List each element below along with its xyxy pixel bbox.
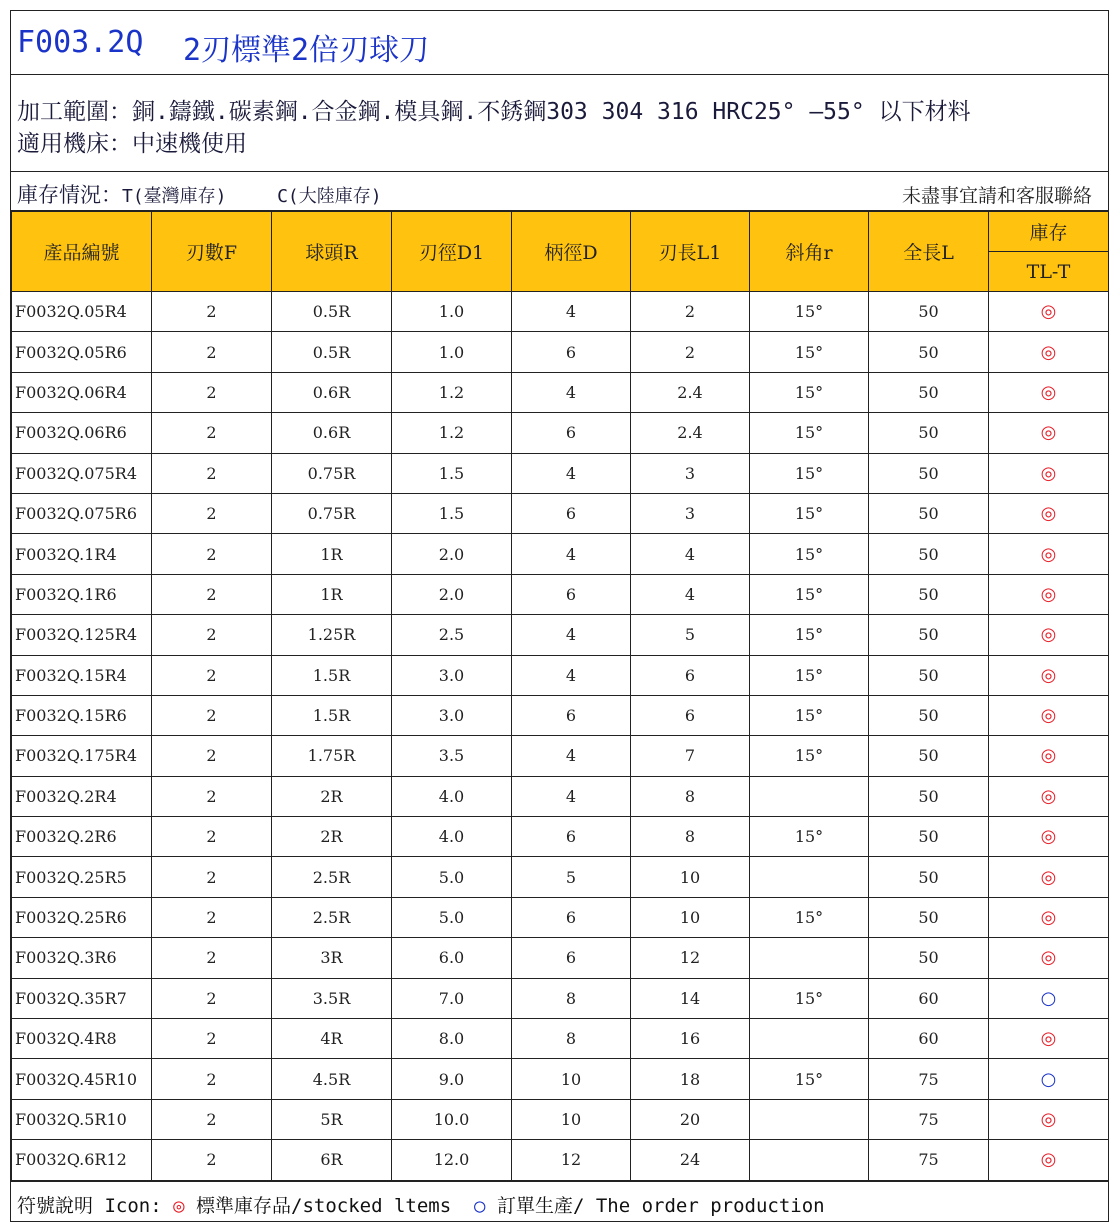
cell-cutting-diameter: 8.0	[392, 1019, 512, 1059]
cell-overall-length: 50	[869, 332, 989, 372]
cell-ball-radius: 2R	[272, 817, 392, 857]
cell-ball-radius: 1.5R	[272, 695, 392, 735]
cell-shank-diameter: 4	[512, 776, 631, 816]
cell-cutting-diameter: 6.0	[392, 938, 512, 978]
cell-shank-diameter: 5	[512, 857, 631, 897]
cell-flutes: 2	[152, 776, 272, 816]
cell-taper-angle: 15°	[750, 655, 869, 695]
contact-note: 未盡事宜請和客服聯絡	[901, 185, 1092, 207]
cell-ball-radius: 4.5R	[272, 1059, 392, 1099]
cell-product-code: F0032Q.1R6	[12, 574, 152, 614]
cell-flutes: 2	[152, 817, 272, 857]
table-row	[12, 857, 1109, 897]
cell-cutting-diameter: 3.5	[392, 736, 512, 776]
cell-ball-radius: 3R	[272, 938, 392, 978]
cell-cutting-diameter: 3.0	[392, 695, 512, 735]
cell-taper-angle: 15°	[750, 292, 869, 332]
cell-ball-radius: 1.5R	[272, 655, 392, 695]
cell-taper-angle	[750, 938, 869, 978]
cell-shank-diameter: 4	[512, 736, 631, 776]
cell-cutting-diameter: 2.0	[392, 534, 512, 574]
stock-status-taiwan: T(臺灣庫存)	[122, 186, 227, 207]
cell-flutes: 2	[152, 534, 272, 574]
cell-flute-length: 3	[631, 493, 750, 533]
cell-flutes: 2	[152, 574, 272, 614]
cell-ball-radius: 0.75R	[272, 453, 392, 493]
cell-flute-length: 10	[631, 857, 750, 897]
table-row	[12, 534, 1109, 574]
legend-stocked-text: 標準庫存品/stocked ltems	[196, 1195, 452, 1217]
cell-flute-length: 20	[631, 1099, 750, 1139]
cell-flute-length: 18	[631, 1059, 750, 1099]
cell-overall-length: 60	[869, 1019, 989, 1059]
cell-overall-length: 75	[869, 1140, 989, 1180]
table-row	[12, 1140, 1109, 1180]
stocked-item-icon: ◎	[989, 736, 1109, 776]
cell-product-code: F0032Q.25R6	[12, 897, 152, 937]
cell-flute-length: 12	[631, 938, 750, 978]
stocked-item-icon: ◎	[989, 413, 1109, 453]
cell-shank-diameter: 6	[512, 938, 631, 978]
cell-shank-diameter: 6	[512, 574, 631, 614]
cell-ball-radius: 2.5R	[272, 897, 392, 937]
cell-ball-radius: 0.75R	[272, 493, 392, 533]
cell-taper-angle: 15°	[750, 817, 869, 857]
cell-shank-diameter: 8	[512, 1019, 631, 1059]
cell-ball-radius: 6R	[272, 1140, 392, 1180]
cell-flutes: 2	[152, 615, 272, 655]
header-taper-angle: 斜角r	[750, 212, 869, 292]
table-header-row	[12, 212, 1109, 252]
cell-flute-length: 4	[631, 574, 750, 614]
cell-overall-length: 50	[869, 292, 989, 332]
cell-flutes: 2	[152, 695, 272, 735]
cell-taper-angle: 15°	[750, 574, 869, 614]
cell-ball-radius: 1.25R	[272, 615, 392, 655]
cell-flute-length: 2	[631, 332, 750, 372]
cell-taper-angle: 15°	[750, 332, 869, 372]
cell-shank-diameter: 6	[512, 493, 631, 533]
cell-product-code: F0032Q.05R4	[12, 292, 152, 332]
cell-ball-radius: 5R	[272, 1099, 392, 1139]
cell-shank-diameter: 4	[512, 372, 631, 412]
cell-overall-length: 50	[869, 776, 989, 816]
table-row	[12, 978, 1109, 1018]
cell-flute-length: 2	[631, 292, 750, 332]
cell-flute-length: 8	[631, 776, 750, 816]
cell-flute-length: 5	[631, 615, 750, 655]
product-series-name: 2刃標準2倍刃球刀	[183, 33, 430, 68]
table-body	[12, 292, 1109, 1181]
cell-flute-length: 14	[631, 978, 750, 1018]
cell-ball-radius: 0.6R	[272, 413, 392, 453]
cell-ball-radius: 0.6R	[272, 372, 392, 412]
cell-shank-diameter: 6	[512, 695, 631, 735]
cell-cutting-diameter: 3.0	[392, 655, 512, 695]
table-row	[12, 736, 1109, 776]
cell-overall-length: 50	[869, 817, 989, 857]
spec-table	[11, 211, 1109, 1181]
table-row	[12, 655, 1109, 695]
cell-flutes: 2	[152, 857, 272, 897]
cell-taper-angle	[750, 857, 869, 897]
stocked-item-icon: ◎	[989, 453, 1109, 493]
cell-flutes: 2	[152, 1140, 272, 1180]
cell-shank-diameter: 10	[512, 1099, 631, 1139]
cell-product-code: F0032Q.05R6	[12, 332, 152, 372]
cell-overall-length: 50	[869, 736, 989, 776]
cell-product-code: F0032Q.06R4	[12, 372, 152, 412]
cell-flutes: 2	[152, 1019, 272, 1059]
cell-cutting-diameter: 1.0	[392, 332, 512, 372]
cell-shank-diameter: 6	[512, 817, 631, 857]
stocked-item-icon: ◎	[989, 493, 1109, 533]
order-production-icon: ○	[989, 978, 1109, 1018]
cell-flutes: 2	[152, 978, 272, 1018]
cell-product-code: F0032Q.5R10	[12, 1099, 152, 1139]
table-row	[12, 776, 1109, 816]
cell-shank-diameter: 8	[512, 978, 631, 1018]
cell-cutting-diameter: 1.5	[392, 453, 512, 493]
cell-product-code: F0032Q.4R8	[12, 1019, 152, 1059]
stocked-item-icon: ◎	[989, 695, 1109, 735]
cell-cutting-diameter: 1.5	[392, 493, 512, 533]
cell-flutes: 2	[152, 897, 272, 937]
cell-cutting-diameter: 4.0	[392, 776, 512, 816]
cell-product-code: F0032Q.2R6	[12, 817, 152, 857]
title-band	[11, 11, 1108, 75]
product-series-code: F003.2Q	[17, 25, 144, 60]
cell-taper-angle: 15°	[750, 736, 869, 776]
cell-product-code: F0032Q.3R6	[12, 938, 152, 978]
cell-flutes: 2	[152, 493, 272, 533]
cell-shank-diameter: 12	[512, 1140, 631, 1180]
cell-overall-length: 50	[869, 897, 989, 937]
cell-product-code: F0032Q.35R7	[12, 978, 152, 1018]
stocked-item-icon: ◎	[989, 817, 1109, 857]
cell-flute-length: 3	[631, 453, 750, 493]
cell-shank-diameter: 4	[512, 534, 631, 574]
cell-flutes: 2	[152, 292, 272, 332]
table-row	[12, 493, 1109, 533]
stocked-item-icon: ◎	[989, 1019, 1109, 1059]
table-row	[12, 574, 1109, 614]
cell-taper-angle: 15°	[750, 695, 869, 735]
cell-product-code: F0032Q.2R4	[12, 776, 152, 816]
stocked-item-icon: ◎	[989, 615, 1109, 655]
table-row	[12, 292, 1109, 332]
cell-taper-angle: 15°	[750, 1059, 869, 1099]
cell-cutting-diameter: 1.2	[392, 413, 512, 453]
header-flute-length: 刃長L1	[631, 212, 750, 292]
cell-product-code: F0032Q.45R10	[12, 1059, 152, 1099]
cell-shank-diameter: 4	[512, 655, 631, 695]
header-flutes: 刃數F	[152, 212, 272, 292]
stocked-item-icon: ◎	[989, 372, 1109, 412]
cell-product-code: F0032Q.125R4	[12, 615, 152, 655]
cell-cutting-diameter: 5.0	[392, 857, 512, 897]
cell-flutes: 2	[152, 453, 272, 493]
cell-product-code: F0032Q.25R5	[12, 857, 152, 897]
applicable-machine: 適用機床：中速機使用	[17, 131, 247, 157]
cell-taper-angle	[750, 1140, 869, 1180]
header-cutting-diameter: 刃徑D1	[392, 212, 512, 292]
cell-shank-diameter: 4	[512, 615, 631, 655]
cell-taper-angle: 15°	[750, 372, 869, 412]
header-ball-radius: 球頭R	[272, 212, 392, 292]
header-stock: 庫存	[989, 212, 1109, 252]
cell-shank-diameter: 10	[512, 1059, 631, 1099]
stocked-item-icon: ◎	[989, 655, 1109, 695]
cell-taper-angle: 15°	[750, 534, 869, 574]
stocked-item-icon: ◎	[989, 776, 1109, 816]
cell-cutting-diameter: 10.0	[392, 1099, 512, 1139]
cell-shank-diameter: 6	[512, 897, 631, 937]
cell-overall-length: 75	[869, 1059, 989, 1099]
cell-product-code: F0032Q.075R4	[12, 453, 152, 493]
cell-taper-angle	[750, 1099, 869, 1139]
table-row	[12, 332, 1109, 372]
table-row	[12, 938, 1109, 978]
cell-cutting-diameter: 9.0	[392, 1059, 512, 1099]
cell-flutes: 2	[152, 372, 272, 412]
table-row	[12, 1019, 1109, 1059]
stocked-symbol-icon: ◎	[173, 1195, 185, 1217]
cell-shank-diameter: 4	[512, 453, 631, 493]
table-row	[12, 453, 1109, 493]
cell-flute-length: 24	[631, 1140, 750, 1180]
cell-overall-length: 50	[869, 857, 989, 897]
cell-overall-length: 50	[869, 493, 989, 533]
table-row	[12, 897, 1109, 937]
cell-product-code: F0032Q.175R4	[12, 736, 152, 776]
cell-overall-length: 50	[869, 372, 989, 412]
order-symbol-icon: ○	[474, 1195, 486, 1217]
legend-order-text: 訂單生產/ The order production	[496, 1195, 825, 1217]
header-product-code: 產品編號	[12, 212, 152, 292]
cell-overall-length: 50	[869, 938, 989, 978]
cell-flutes: 2	[152, 1099, 272, 1139]
symbol-legend	[17, 1191, 825, 1218]
cell-flute-length: 10	[631, 897, 750, 937]
cell-overall-length: 50	[869, 615, 989, 655]
cell-ball-radius: 1R	[272, 534, 392, 574]
cell-cutting-diameter: 2.5	[392, 615, 512, 655]
cell-taper-angle	[750, 776, 869, 816]
cell-flute-length: 16	[631, 1019, 750, 1059]
cell-taper-angle: 15°	[750, 615, 869, 655]
cell-cutting-diameter: 1.0	[392, 292, 512, 332]
application-info	[11, 75, 1108, 172]
cell-ball-radius: 1R	[272, 574, 392, 614]
legend-band	[11, 1181, 1108, 1221]
table-row	[12, 695, 1109, 735]
header-shank-diameter: 柄徑D	[512, 212, 631, 292]
table-row	[12, 1059, 1109, 1099]
table-row	[12, 1099, 1109, 1139]
cell-flutes: 2	[152, 413, 272, 453]
stock-status-label: 庫存情況：	[17, 183, 122, 207]
stocked-item-icon: ◎	[989, 857, 1109, 897]
header-overall-length: 全長L	[869, 212, 989, 292]
cell-ball-radius: 3.5R	[272, 978, 392, 1018]
cell-ball-radius: 1.75R	[272, 736, 392, 776]
cell-taper-angle: 15°	[750, 493, 869, 533]
cell-overall-length: 50	[869, 655, 989, 695]
table-row	[12, 372, 1109, 412]
cell-cutting-diameter: 1.2	[392, 372, 512, 412]
cell-ball-radius: 0.5R	[272, 292, 392, 332]
table-row	[12, 413, 1109, 453]
cell-product-code: F0032Q.075R6	[12, 493, 152, 533]
cell-cutting-diameter: 12.0	[392, 1140, 512, 1180]
cell-overall-length: 50	[869, 695, 989, 735]
cell-flutes: 2	[152, 938, 272, 978]
stocked-item-icon: ◎	[989, 534, 1109, 574]
cell-shank-diameter: 6	[512, 413, 631, 453]
cell-cutting-diameter: 5.0	[392, 897, 512, 937]
stocked-item-icon: ◎	[989, 897, 1109, 937]
cell-overall-length: 75	[869, 1099, 989, 1139]
cell-product-code: F0032Q.15R6	[12, 695, 152, 735]
table-row	[12, 615, 1109, 655]
cell-flute-length: 8	[631, 817, 750, 857]
cell-overall-length: 50	[869, 534, 989, 574]
stock-status-mainland: C(大陸庫存)	[277, 186, 382, 207]
cell-flute-length: 7	[631, 736, 750, 776]
cell-flutes: 2	[152, 736, 272, 776]
cell-flutes: 2	[152, 1059, 272, 1099]
cell-cutting-diameter: 7.0	[392, 978, 512, 1018]
cell-cutting-diameter: 4.0	[392, 817, 512, 857]
cell-overall-length: 50	[869, 574, 989, 614]
header-stock-sub: TL-T	[989, 252, 1109, 292]
cell-overall-length: 60	[869, 978, 989, 1018]
cell-flute-length: 2.4	[631, 372, 750, 412]
stocked-item-icon: ◎	[989, 574, 1109, 614]
cell-taper-angle: 15°	[750, 453, 869, 493]
cell-taper-angle: 15°	[750, 897, 869, 937]
cell-product-code: F0032Q.15R4	[12, 655, 152, 695]
cell-flute-length: 4	[631, 534, 750, 574]
cell-ball-radius: 2R	[272, 776, 392, 816]
cell-taper-angle: 15°	[750, 413, 869, 453]
cell-product-code: F0032Q.06R6	[12, 413, 152, 453]
stock-status-band	[11, 172, 1108, 211]
product-spec-sheet	[10, 10, 1109, 1222]
cell-flutes: 2	[152, 332, 272, 372]
cell-flute-length: 2.4	[631, 413, 750, 453]
stocked-item-icon: ◎	[989, 1140, 1109, 1180]
cell-ball-radius: 2.5R	[272, 857, 392, 897]
cell-cutting-diameter: 2.0	[392, 574, 512, 614]
legend-label: 符號說明 Icon:	[17, 1195, 162, 1217]
table-row	[12, 817, 1109, 857]
cell-flute-length: 6	[631, 655, 750, 695]
stocked-item-icon: ◎	[989, 938, 1109, 978]
cell-flutes: 2	[152, 655, 272, 695]
cell-overall-length: 50	[869, 453, 989, 493]
machining-materials: 加工範圍：銅.鑄鐵.碳素鋼.合金鋼.模具鋼.不銹鋼303 304 316 HRC25° —55° 以下材料	[17, 99, 971, 125]
cell-product-code: F0032Q.6R12	[12, 1140, 152, 1180]
cell-ball-radius: 0.5R	[272, 332, 392, 372]
cell-flute-length: 6	[631, 695, 750, 735]
stocked-item-icon: ◎	[989, 292, 1109, 332]
stock-status	[17, 179, 382, 209]
order-production-icon: ○	[989, 1059, 1109, 1099]
stocked-item-icon: ◎	[989, 1099, 1109, 1139]
cell-overall-length: 50	[869, 413, 989, 453]
cell-taper-angle	[750, 1019, 869, 1059]
stocked-item-icon: ◎	[989, 332, 1109, 372]
cell-shank-diameter: 6	[512, 332, 631, 372]
cell-shank-diameter: 4	[512, 292, 631, 332]
cell-ball-radius: 4R	[272, 1019, 392, 1059]
cell-product-code: F0032Q.1R4	[12, 534, 152, 574]
cell-taper-angle: 15°	[750, 978, 869, 1018]
